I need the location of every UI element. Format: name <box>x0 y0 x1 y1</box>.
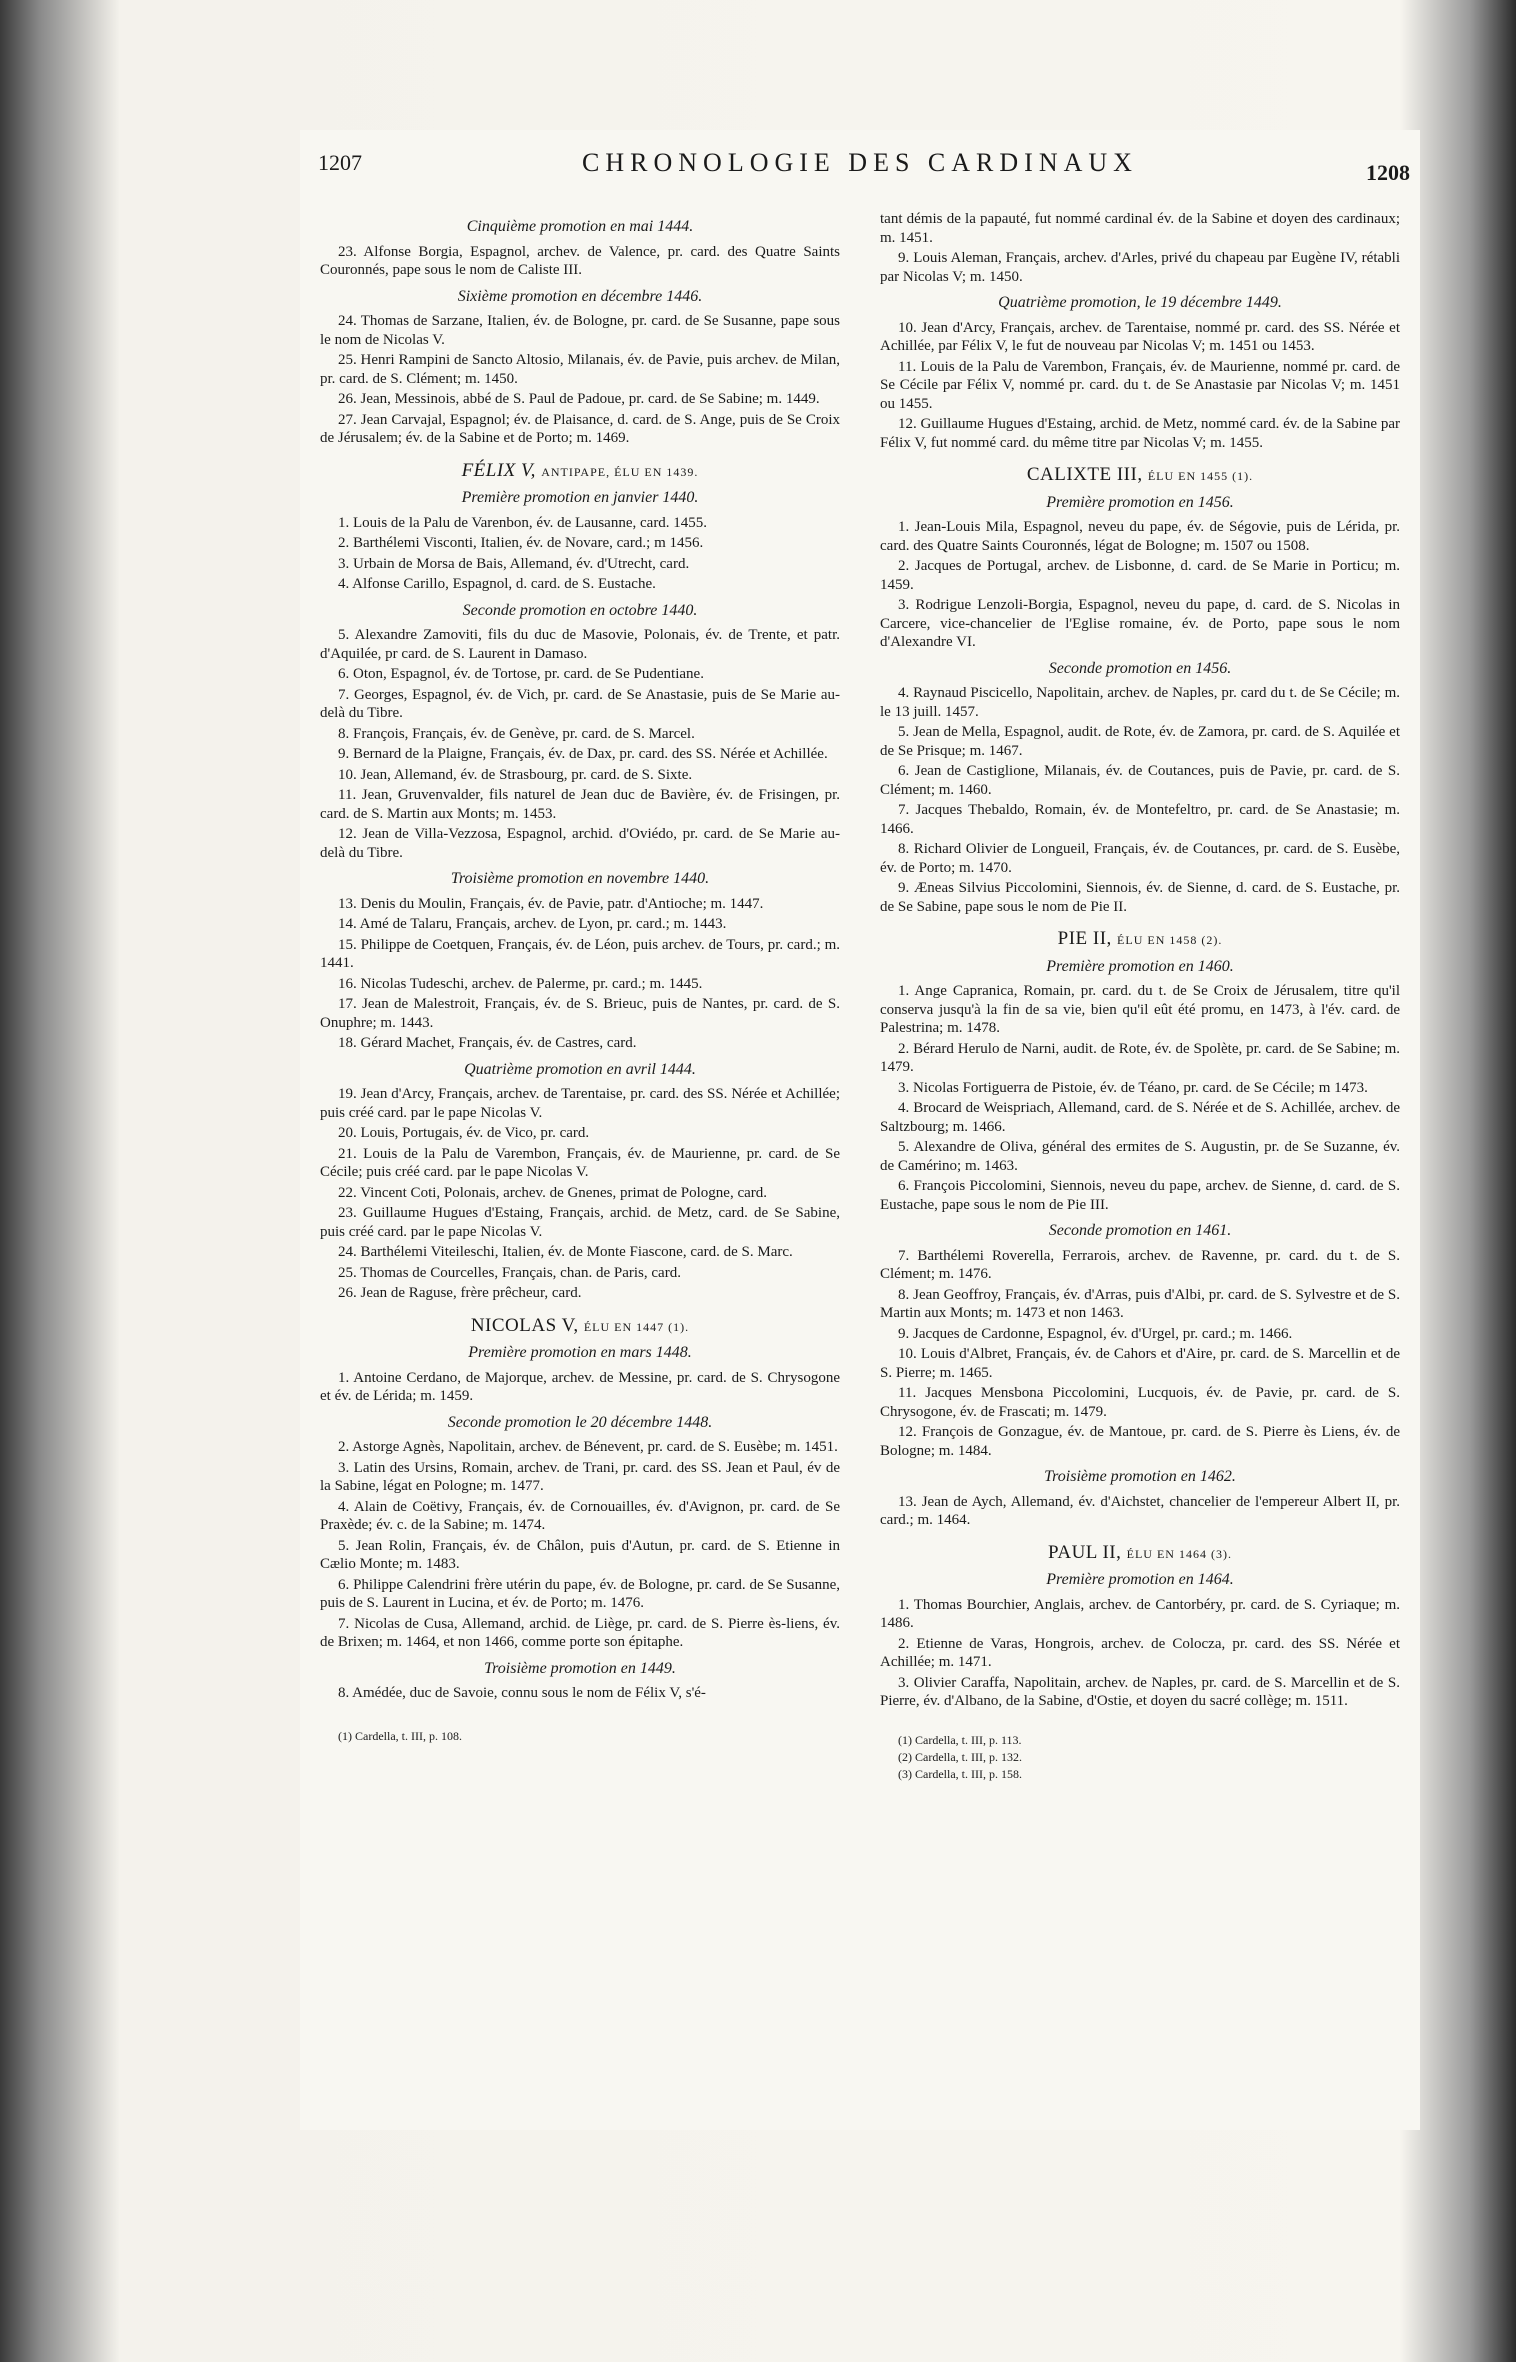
entry: 2. Etienne de Varas, Hongrois, archev. de Colocza, pr. card. des SS. Nérée et Achillée; m. 1471. <box>880 1635 1400 1670</box>
footnotes <box>320 1729 840 1744</box>
entry: 10. Louis d'Albret, Français, év. de Cahors et d'Aire, pr. card. de S. Marcellin et de S. Pierre; m. 1465. <box>880 1346 1400 1381</box>
pope-heading-pie <box>880 930 1400 950</box>
entry: 27. Jean Carvajal, Espagnol; év. de Plaisance, d. card. de S. Ange, puis de Se Croix de Jérusalem; év. de la Sabine et de Porto; m. 1469. <box>320 411 840 446</box>
entry-continuation: tant démis de la papauté, fut nommé cardinal év. de la Sabine et doyen des cardinaux; m. 1451. <box>880 211 1400 246</box>
entry: 5. Jean Rolin, Français, év. de Châlon, puis d'Autun, pr. card. de S. Etienne in Cælio Monte; m. 1483. <box>320 1537 840 1572</box>
pope-name: NICOLAS V, <box>470 1314 579 1336</box>
page-number-left: 1207 <box>318 150 362 175</box>
entry: 7. Nicolas de Cusa, Allemand, archid. de Liège, pr. card. de S. Pierre ès-liens, év. de Brixen; m. 1464, et non 1466, comme porte son épitaphe. <box>320 1615 840 1650</box>
promotion-heading: Première promotion en 1464. <box>1046 1571 1234 1588</box>
entry: 3. Urbain de Morsa de Bais, Allemand, év. d'Utrecht, card. <box>338 555 690 572</box>
entry: 26. Jean, Messinois, abbé de S. Paul de Padoue, pr. card. de Se Sabine; m. 1449. <box>338 391 820 407</box>
entry: 21. Louis de la Palu de Varembon, Français, év. de Maurienne, pr. card. de Se Cécile; puis créé card. par le pape Nicolas V. <box>320 1145 840 1180</box>
entry: 25. Thomas de Courcelles, Français, chan. de Paris, card. <box>338 1264 681 1281</box>
pope-heading-felix <box>320 459 840 482</box>
entry: 9. Jacques de Cardonne, Espagnol, év. d'Urgel, pr. card.; m. 1466. <box>898 1325 1293 1342</box>
entry: 3. Rodrigue Lenzoli-Borgia, Espagnol, neveu du pape, d. card. de S. Nicolas in Carcere, vice-chancelier de l'Eglise romaine, év. de Porto, pape sous le nom d'Alexandre VI. <box>880 597 1400 650</box>
page-sheet <box>300 130 1420 2130</box>
entry: 4. Alain de Coëtivy, Français, év. de Cornouailles, év. d'Avignon, pr. card. de Se Praxède; év. c. de la Sabine; m. 1474. <box>320 1498 840 1533</box>
footnote: (1) Cardella, t. III, p. 113. <box>898 1732 1022 1747</box>
pope-election: ANTIPAPE, ÉLU EN 1439. <box>541 464 699 479</box>
entry: 23. Guillaume Hugues d'Estaing, Français, archid. de Metz, card. de Se Sabine, puis créé card. par le pape Nicolas V. <box>320 1205 840 1240</box>
entry: 1. Antoine Cerdano, de Majorque, archev. de Messine, pr. card. de S. Chrysogone et év. de Lérida; m. 1459. <box>320 1369 840 1404</box>
pope-heading-calixte <box>880 466 1400 486</box>
promotion-heading: Seconde promotion le 20 décembre 1448. <box>447 1413 713 1431</box>
page-title: CHRONOLOGIE DES CARDINAUX <box>582 148 1138 177</box>
entry: 12. Guillaume Hugues d'Estaing, archid. de Metz, nommé card. év. de la Sabine par Félix V, fut nommé card. du même titre par Nicolas V; m. 1455. <box>880 416 1400 451</box>
entry: 1. Ange Capranica, Romain, pr. card. du t. de Se Croix de Jérusalem, titre qu'il conserva jusqu'à la fin de sa vie, bien qu'il eût été promu, en 1473, à l'év. card. de Palestrina; m. 1478. <box>880 983 1400 1036</box>
entry: 4. Raynaud Piscicello, Napolitain, archev. de Naples, pr. card du t. de Se Cécile; m. le 13 juill. 1457. <box>880 685 1400 720</box>
entry: 22. Vincent Coti, Polonais, archev. de Gnenes, primat de Pologne, card. <box>338 1184 768 1201</box>
entry: 2. Bérard Herulo de Narni, audit. de Rote, év. de Spolète, pr. card. de Se Sabine; m. 1479. <box>880 1040 1400 1075</box>
entry: 24. Barthélemi Viteileschi, Italien, év. de Monte Fiascone, card. de S. Marc. <box>338 1244 793 1260</box>
entry: 14. Amé de Talaru, Français, archev. de Lyon, pr. card.; m. 1443. <box>338 916 727 932</box>
entry: 23. Alfonse Borgia, Espagnol, archev. de Valence, pr. card. des Quatre Saints Couronnés, pape sous le nom de Caliste III. <box>320 243 840 278</box>
entry: 3. Olivier Caraffa, Napolitain, archev. de Naples, pr. card. de S. Marcellin et de S. Pierre, év. d'Albano, de la Sabine, d'Ostie, et doyen du sacré collège; m. 1511. <box>880 1674 1400 1709</box>
promotion-heading: Troisième promotion en 1449. <box>484 1659 676 1677</box>
pope-election: ÉLU EN 1447 (1). <box>583 1319 690 1334</box>
right-column <box>880 210 1400 1784</box>
pope-name: FÉLIX V, <box>461 459 536 481</box>
entry: 7. Georges, Espagnol, év. de Vich, pr. card. de Se Anastasie, puis de Se Marie au-delà du Tibre. <box>320 686 840 721</box>
entry: 11. Jacques Mensbona Piccolomini, Lucquois, év. de Pavie, pr. card. de S. Chrysogone, év. de Frascati; m. 1479. <box>880 1385 1400 1420</box>
entry: 13. Denis du Moulin, Français, év. de Pavie, patr. d'Antioche; m. 1447. <box>338 895 764 912</box>
footnote: (3) Cardella, t. III, p. 158. <box>898 1766 1022 1781</box>
promotion-heading: Seconde promotion en 1456. <box>1048 659 1232 677</box>
entry: 1. Jean-Louis Mila, Espagnol, neveu du pape, év. de Ségovie, puis de Lérida, pr. card. des Quatre Saints Couronnés, légat de Bologne; m. 1507 ou 1508. <box>880 519 1400 554</box>
promotion-heading: Cinquième promotion en mai 1444. <box>466 218 694 235</box>
entry: 8. Amédée, duc de Savoie, connu sous le nom de Félix V, s'é- <box>338 1685 706 1701</box>
promotion-heading: Première promotion en 1456. <box>1046 493 1234 511</box>
page-number-right: 1208 <box>1366 160 1410 185</box>
promotion-heading: Seconde promotion en octobre 1440. <box>462 601 698 619</box>
entry: 17. Jean de Malestroit, Français, év. de S. Brieuc, puis de Nantes, pr. card. de S. Onuphre; m. 1443. <box>320 996 840 1031</box>
entry: 12. François de Gonzague, év. de Mantoue, pr. card. de S. Pierre ès Liens, év. de Bologne; m. 1484. <box>880 1424 1400 1459</box>
pope-name: PAUL II, <box>1048 1541 1122 1563</box>
entry: 3. Nicolas Fortiguerra de Pistoie, év. de Téano, pr. card. de Se Cécile; m 1473. <box>898 1079 1368 1096</box>
entry: 5. Alexandre Zamoviti, fils du duc de Masovie, Polonais, év. de Trente, et patr. d'Aquilée, pr card. de S. Laurent in Damaso. <box>320 627 840 662</box>
pope-name: CALIXTE III, <box>1026 464 1143 485</box>
pope-election: ÉLU EN 1464 (3). <box>1126 1546 1232 1561</box>
entry: 4. Alfonse Carillo, Espagnol, d. card. de S. Eustache. <box>338 576 656 592</box>
entry: 15. Philippe de Coetquen, Français, év. de Léon, puis archev. de Tours, pr. card.; m. 1441. <box>320 936 840 971</box>
pope-name: PIE II, <box>1057 928 1112 949</box>
entry: 11. Jean, Gruvenvalder, fils naturel de Jean duc de Bavière, év. de Frisingen, pr. card. de S. Martin aux Monts; m. 1453. <box>320 787 840 822</box>
entry: 5. Jean de Mella, Espagnol, audit. de Rote, év. de Zamora, pr. card. de S. Aquilée et de Se Prisque; m. 1467. <box>880 724 1400 759</box>
pope-election: ÉLU EN 1458 (2). <box>1117 933 1223 947</box>
entry: 9. Louis Aleman, Français, archev. d'Arles, privé du chapeau par Eugène IV, rétabli par Nicolas V; m. 1450. <box>880 250 1400 285</box>
promotion-heading: Sixième promotion en décembre 1446. <box>457 287 703 305</box>
entry: 6. Jean de Castiglione, Milanais, év. de Coutances, puis de Pavie, pr. card. de S. Clément; m. 1460. <box>880 763 1400 798</box>
entry: 24. Thomas de Sarzane, Italien, év. de Bologne, pr. card. de Se Susanne, pape sous le nom de Nicolas V. <box>320 313 840 348</box>
entry: 1. Louis de la Palu de Varenbon, év. de Lausanne, card. 1455. <box>338 514 708 531</box>
entry: 2. Astorge Agnès, Napolitain, archev. de Bénevent, pr. card. de S. Eusèbe; m. 1451. <box>338 1439 838 1455</box>
promotion-heading: Première promotion en janvier 1440. <box>461 489 699 506</box>
entry: 2. Barthélemi Visconti, Italien, év. de Novare, card.; m 1456. <box>338 535 704 551</box>
entry: 5. Alexandre de Oliva, général des ermites de S. Augustin, pr. de Se Suzanne, év. de Camérino; m. 1463. <box>880 1139 1400 1174</box>
entry: 9. Bernard de la Plaigne, Français, év. de Dax, pr. card. des SS. Nérée et Achillée. <box>338 746 828 762</box>
pope-election: ÉLU EN 1455 (1). <box>1147 469 1254 483</box>
left-column <box>320 210 840 1746</box>
entry: 18. Gérard Machet, Français, év. de Castres, card. <box>338 1035 637 1051</box>
entry: 7. Barthélemi Roverella, Ferrarois, archev. de Ravenne, pr. card. du t. de S. Clément; m. 1476. <box>880 1247 1400 1282</box>
footnotes <box>880 1733 1400 1782</box>
running-header <box>300 150 1420 190</box>
entry: 11. Louis de la Palu de Varembon, Français, év. de Maurienne, nommé pr. card. de Se Cécile par Félix V, nommé pr. card. du t. de Se Anastasie par Nicolas V; m. 1451 ou 1455. <box>880 358 1400 412</box>
entry: 1. Thomas Bourchier, Anglais, archev. de Cantorbéry, pr. card. de S. Cyriaque; m. 1486. <box>880 1596 1400 1631</box>
entry: 19. Jean d'Arcy, Français, archev. de Tarentaise, pr. card. des SS. Nérée et Achillée; puis créé card. par le pape Nicolas V. <box>320 1086 840 1121</box>
entry: 8. Richard Olivier de Longueil, Français, év. de Coutances, pr. card. de S. Eusèbe, év. de Porto; m. 1470. <box>880 841 1400 876</box>
entry: 20. Louis, Portugais, év. de Vico, pr. card. <box>338 1125 590 1141</box>
pope-heading-nicolas <box>320 1314 840 1337</box>
entry: 3. Latin des Ursins, Romain, archev. de Trani, pr. card. des SS. Jean et Paul, év de la Sabine, légat en Pologne; m. 1477. <box>320 1459 840 1494</box>
promotion-heading: Seconde promotion en 1461. <box>1048 1222 1232 1239</box>
pope-heading-paul <box>880 1541 1400 1564</box>
entry: 6. Oton, Espagnol, év. de Tortose, pr. card. de Se Pudentiane. <box>338 666 704 682</box>
entry: 10. Jean, Allemand, év. de Strasbourg, pr. card. de S. Sixte. <box>338 766 693 783</box>
footnote: (1) Cardella, t. III, p. 108. <box>338 1728 462 1743</box>
entry: 12. Jean de Villa-Vezzosa, Espagnol, archid. d'Oviédo, pr. card. de Se Marie au-delà du Tibre. <box>320 826 840 861</box>
promotion-heading: Première promotion en mars 1448. <box>468 1344 692 1361</box>
entry: 2. Jacques de Portugal, archev. de Lisbonne, d. card. de Se Marie in Porticu; m. 1459. <box>880 558 1400 593</box>
footnote: (2) Cardella, t. III, p. 132. <box>898 1749 1022 1764</box>
entry: 26. Jean de Raguse, frère prêcheur, card. <box>338 1285 582 1301</box>
promotion-heading: Première promotion en 1460. <box>1046 957 1234 975</box>
entry: 8. François, Français, év. de Genève, pr. card. de S. Marcel. <box>338 725 695 742</box>
entry: 10. Jean d'Arcy, Français, archev. de Tarentaise, nommé pr. card. des SS. Nérée et Achillée, par Félix V, le fut de nouveau par Nicolas V; m. 1451 ou 1453. <box>880 319 1400 354</box>
entry: 16. Nicolas Tudeschi, archev. de Palerme, pr. card.; m. 1445. <box>338 975 703 992</box>
promotion-heading: Troisième promotion en 1462. <box>1044 1468 1236 1485</box>
promotion-heading: Quatrième promotion, le 19 décembre 1449. <box>998 294 1282 311</box>
entry: 7. Jacques Thebaldo, Romain, év. de Montefeltro, pr. card. de Se Anastasie; m. 1466. <box>880 802 1400 837</box>
entry: 13. Jean de Aych, Allemand, év. d'Aichstet, chancelier de l'empereur Albert II, pr. card.; m. 1464. <box>880 1493 1400 1528</box>
promotion-heading: Quatrième promotion en avril 1444. <box>464 1060 696 1078</box>
entry: 25. Henri Rampini de Sancto Altosio, Milanais, év. de Pavie, puis archev. de Milan, pr. card. de S. Clément; m. 1450. <box>320 352 840 387</box>
entry: 8. Jean Geoffroy, Français, év. d'Arras, puis d'Albi, pr. card. de S. Sylvestre et de S. Martin aux Monts; m. 1473 et non 1463. <box>880 1286 1400 1321</box>
entry: 6. Philippe Calendrini frère utérin du pape, év. de Bologne, pr. card. de Se Susanne, puis de S. Laurent in Lucina, et év. de Porto; m. 1476. <box>320 1576 840 1611</box>
entry: 6. François Piccolomini, Siennois, neveu du pape, archev. de Sienne, d. card. de S. Eustache, pape sous le nom de Pie III. <box>880 1178 1400 1213</box>
entry: 4. Brocard de Weispriach, Allemand, card. de S. Nérée et de S. Achillée, archev. de Saltzbourg; m. 1466. <box>880 1100 1400 1135</box>
entry: 9. Æneas Silvius Piccolomini, Siennois, év. de Sienne, d. card. de S. Eustache, pr. de Se Sabine, pape sous le nom de Pie II. <box>880 880 1400 915</box>
promotion-heading: Troisième promotion en novembre 1440. <box>450 870 710 887</box>
